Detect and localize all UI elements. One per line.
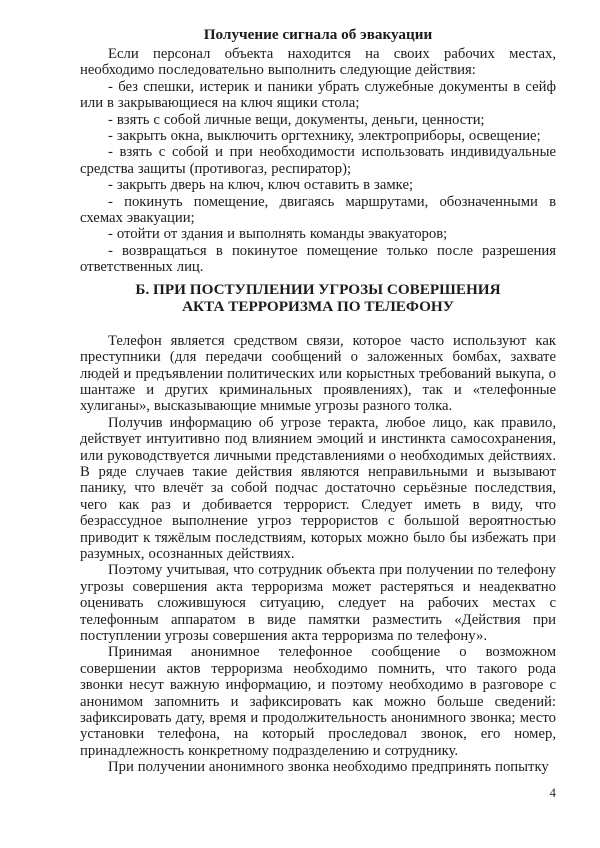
section-a-list-item: - покинуть помещение, двигаясь маршрутами, обозначенными в схемах эвакуации;: [80, 193, 556, 227]
section-a-list-item: - закрыть окна, выключить оргтехнику, электроприборы, освещение;: [108, 128, 541, 145]
section-a-list-item: - взять с собой и при необходимости использовать индивидуальные средства защиты (противогаз, респиратор);: [80, 144, 556, 177]
section-a-list-item: - закрыть дверь на ключ, ключ оставить в замке;: [108, 177, 414, 194]
section-a-list-item: - отойти от здания и выполнять команды эвакуаторов;: [108, 226, 448, 243]
section-b-heading: [80, 281, 556, 316]
section-b-paragraph: Получив информацию об угрозе теракта, любое лицо, как правило, действует интуитивно под влиянием эмоций и инстинкта самосохранения, или руководствуется личными представлениями о необходимых действиях. В ряде случаев такие действия являются неправильными и вызывают панику, что влечёт за собой подчас достаточно серьёзные последствия, чего как раз и добивается террорист. Следует иметь в виду, что безрассудное выполнение угроз террористов с большой вероятностью приводит к тяжёлым последствиям, которых можно было бы избежать при разумных, осознанных действиях.: [80, 414, 556, 562]
section-a-intro-paragraph: Если персонал объекта находится на своих рабочих местах, необходимо последовательно выполнить следующие действия:: [80, 46, 556, 79]
section-b-paragraph: Телефон является средством связи, которое часто используют как преступники (для передачи сообщений о заложенных бомбах, захвате людей и предъявлении политических или корыстных требований выкупа, о шантаже и других криминальных проявлениях), так и «телефонные хулиганы», высказывающие мнимые угрозы разного толка.: [80, 332, 556, 415]
document-content: [80, 26, 556, 776]
section-b-heading-line2: АКТА ТЕРРОРИЗМА ПО ТЕЛЕФОНУ: [182, 298, 454, 316]
section-a-list-item: - без спешки, истерик и паники убрать служебные документы в сейф или в закрывающиеся на ключ ящики стола;: [80, 78, 556, 112]
section-b-paragraph: Поэтому учитывая, что сотрудник объекта при получении по телефону угрозы совершения акта терроризма может растеряться и неадекватно оценивать сложившуюся ситуацию, следует на рабочих местах с телефонным аппаратом в виде памятки разместить «Действия при поступлении угрозы совершения акта терроризма по телефону».: [80, 562, 556, 644]
section-b-heading-line1: Б. ПРИ ПОСТУПЛЕНИИ УГРОЗЫ СОВЕРШЕНИЯ: [135, 280, 501, 298]
section-a-title: Получение сигнала об эвакуации: [203, 26, 433, 43]
section-b-paragraph: При получении анонимного звонка необходимо предпринять попытку: [108, 759, 549, 776]
page-number: 4: [549, 785, 556, 800]
section-a-list-item: - взять с собой личные вещи, документы, деньги, ценности;: [108, 111, 485, 128]
section-b-paragraph: Принимая анонимное телефонное сообщение о возможном совершении актов терроризма необходимо помнить, что такого рода звонки несут важную информацию, и поэтому необходимо в разговоре с анонимом запомнить и зафиксировать как можно больше сведений: зафиксировать дату, время и продолжительность анонимного звонка; место установки телефона, на который проследовал звонок, его номер, принадлежность конкретному подразделению и сотруднику.: [80, 644, 556, 759]
section-a-list-item: - возвращаться в покинутое помещение только после разрешения ответственных лиц.: [80, 242, 556, 276]
